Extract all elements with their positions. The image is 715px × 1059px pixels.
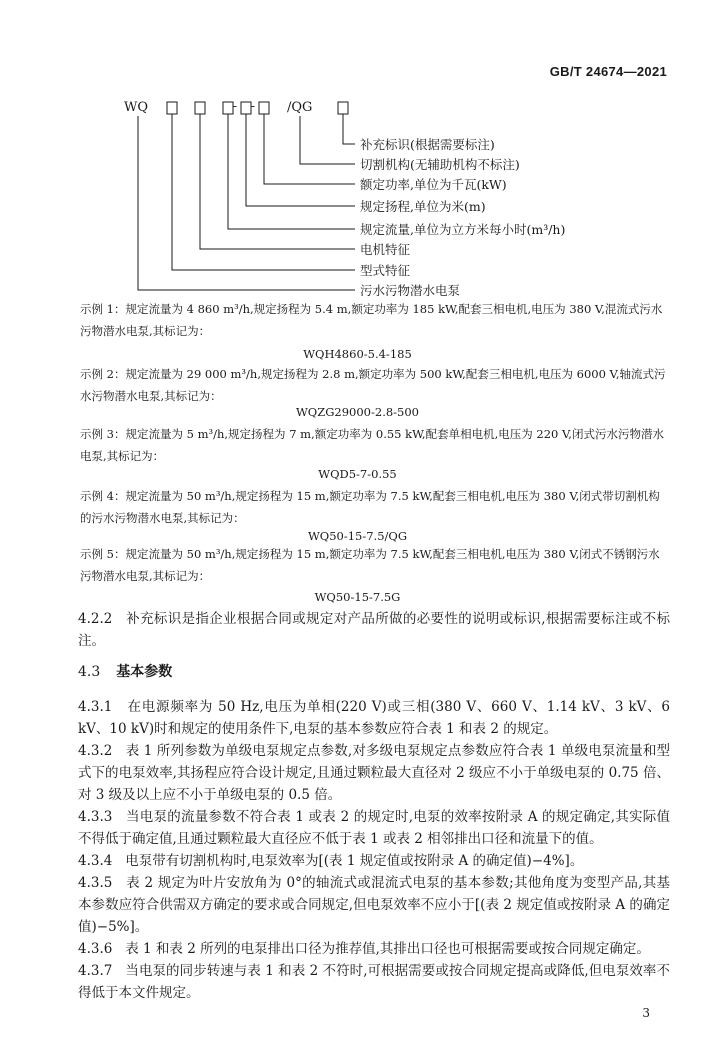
- clause-4-3-4: [78, 850, 670, 872]
- clause-number: 4.3.5: [78, 875, 113, 891]
- clause-number: 4.3.7: [78, 963, 113, 979]
- label-motor: 电机特征: [360, 242, 411, 257]
- label-type: 型式特征: [360, 263, 411, 278]
- clause-number: 4.2.2: [78, 611, 113, 627]
- clause-number: 4.3.3: [78, 809, 113, 825]
- leader-line-2: [300, 116, 355, 164]
- code-box-3: [223, 102, 233, 114]
- clause-number: 4.3.6: [78, 941, 113, 957]
- example-2-code: WQZG29000-2.8-500: [295, 405, 420, 419]
- code-prefix: WQ: [124, 100, 149, 115]
- clause-4-3-1: [78, 696, 670, 740]
- clause-4-3-7: [78, 960, 670, 1004]
- clause-number: 4.3.1: [78, 699, 113, 715]
- label-cutting: 切割机构(无辅助机构不标注): [360, 157, 520, 172]
- code-box-2: [195, 102, 205, 114]
- code-box-5: [259, 102, 269, 114]
- code-dash-1: -: [233, 99, 238, 113]
- clause-4-2-2: [78, 608, 670, 652]
- clause-text: 表 1 所列参数为单级电泵规定点参数,对多级电泵规定点参数应符合表 1 单级电泵流量和型式下的电泵效率,其扬程应符合设计规定,且通过颗粒最大直径对 2 级应不小于单级电泵的 0.75 倍、对 3 级及以上应不小于单级电泵的 0.5 倍。: [78, 743, 670, 803]
- leader-line-3: [264, 114, 355, 184]
- clause-4-3-6: [78, 938, 670, 960]
- example-2: 示例 2：规定流量为 29 000 m³/h,规定扬程为 2.8 m,额定功率为 500 kW,配套三相电机,电压为 6000 V,轴流式污水污物潜水电泵,其标记为：: [80, 367, 666, 403]
- code-suffix: /QG: [287, 100, 313, 115]
- clause-number: 4.3.2: [78, 743, 113, 759]
- label-power: 额定功率,单位为千瓦(kW): [360, 177, 507, 192]
- label-head: 规定扬程,单位为米(m): [360, 199, 486, 214]
- label-pump: 污水污物潜水电泵: [360, 283, 461, 298]
- clause-4-3-3: [78, 806, 670, 850]
- clause-text: 补充标识是指企业根据合同或规定对产品所做的必要性的说明或标识,根据需要标注或不标注。: [78, 611, 670, 649]
- example-3: 示例 3：规定流量为 5 m³/h,规定扬程为 7 m,额定功率为 0.55 kW,配套单相电机,电压为 220 V,闭式污水污物潜水电泵,其标记为：: [80, 427, 664, 463]
- clause-number: 4.3.4: [78, 853, 113, 869]
- example-4: 示例 4：规定流量为 50 m³/h,规定扬程为 15 m,额定功率为 7.5 kW,配套三相电机,电压为 380 V,闭式带切割机构的污水污物潜水电泵,其标记为：: [80, 489, 660, 525]
- clause-text: 电泵带有切割机构时,电泵效率为[(表 1 规定值或按附录 A 的确定值)−4%]。: [125, 853, 584, 869]
- model-code-diagram: [0, 0, 715, 300]
- leader-line-5: [228, 114, 355, 229]
- example-3-code: WQD5-7-0.55: [318, 467, 397, 481]
- code-dash-2: -: [251, 99, 256, 113]
- section-heading: [78, 661, 172, 681]
- label-flow: 规定流量,单位为立方米每小时(m³/h): [360, 222, 566, 237]
- leader-line-1: [343, 114, 355, 144]
- standard-number: GB/T 24674—2021: [549, 64, 667, 79]
- code-box-6: [338, 102, 348, 114]
- clause-text: 在电源频率为 50 Hz,电压为单相(220 V)或三相(380 V、660 V、1.14 kV、3 kV、6 kV、10 kV)时和规定的使用条件下,电泵的基本参数应符合表 1 和表 2 的规定。: [78, 699, 671, 737]
- clause-4-3-5: [78, 872, 670, 938]
- clause-4-3-2: [78, 740, 670, 806]
- example-1: 示例 1：规定流量为 4 860 m³/h,规定扬程为 5.4 m,额定功率为 185 kW,配套三相电机,电压为 380 V,混流式污水污物潜水电泵,其标记为：: [80, 302, 663, 338]
- code-box-4: [241, 102, 251, 114]
- clause-text: 当电泵的同步转速与表 1 和表 2 不符时,可根据需要或按合同规定提高或降低,但电泵效率不得低于本文件规定。: [78, 963, 670, 1001]
- clause-text: 表 2 规定为叶片安放角为 0°的轴流式或混流式电泵的基本参数;其他角度为变型产品,其基本参数应符合供需双方确定的要求或合同规定,但电泵效率不应小于[(表 2 规定值或按附录 A 的确定值)−5%]。: [78, 875, 671, 935]
- section-number: 4.3: [78, 664, 101, 680]
- code-box-1: [167, 102, 177, 114]
- example-4-code: WQ50-15-7.5/QG: [307, 529, 408, 543]
- example-5-code: WQ50-15-7.5G: [314, 590, 401, 604]
- label-supplementary: 补充标识(根据需要标注): [360, 137, 495, 152]
- example-1-code: WQH4860-5.4-185: [303, 347, 412, 361]
- example-5: 示例 5：规定流量为 50 m³/h,规定扬程为 15 m,额定功率为 7.5 kW,配套三相电机,电压为 380 V,闭式不锈钢污水污物潜水电泵,其标记为：: [80, 547, 660, 583]
- clause-text: 表 1 和表 2 所列的电泵排出口径为推荐值,其排出口径也可根据需要或按合同规定确定。: [125, 941, 650, 957]
- page-number: 3: [642, 1006, 650, 1020]
- section-title: 基本参数: [116, 664, 173, 680]
- clause-text: 当电泵的流量参数不符合表 1 或表 2 的规定时,电泵的效率按附录 A 的规定确定,其实际值不得低于确定值,且通过颗粒最大直径应不低于表 1 或表 2 相邻排出口径和流量下的值。: [78, 809, 670, 847]
